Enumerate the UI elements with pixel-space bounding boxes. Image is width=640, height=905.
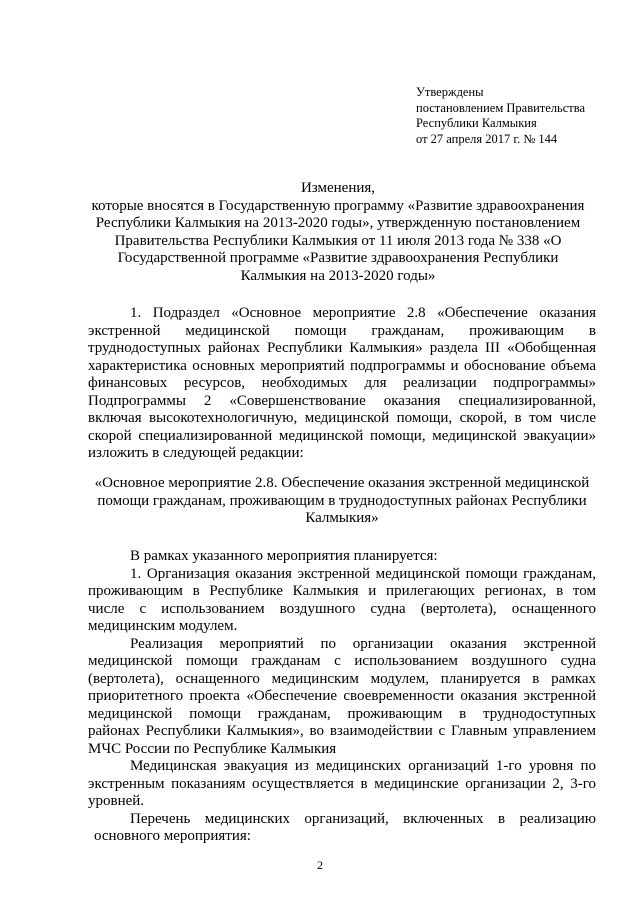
text-line: приоритетного проекта «Обеспечение своевременности оказания экстренной	[88, 688, 596, 704]
paragraph-1	[88, 305, 596, 463]
title-line: Республики Калмыкия на 2013-2020 годы», утвержденную постановлением	[95, 215, 581, 231]
text-line: уровней.	[88, 793, 145, 809]
text-line: Перечень медицинских организаций, включенных в реализацию	[130, 810, 596, 827]
approval-line: от 27 апреля 2017 г. № 144	[416, 131, 558, 146]
approval-line: постановлением Правительства	[416, 100, 586, 115]
text-line: экстренным показаниям осуществляется в медицинские организации 2, 3-го	[88, 775, 596, 792]
text-line: труднодоступных районах Республики Калмыкия» раздела III «Обобщенная	[88, 340, 596, 356]
text-line: (вертолета), оснащенного медицинским модулем, планируется в рамках	[88, 670, 596, 687]
text-line: В рамках указанного мероприятия планируется:	[130, 548, 438, 564]
text-line: характеристика основных мероприятий подпрограммы и обоснование объема	[88, 357, 596, 374]
paragraph-2	[88, 548, 596, 846]
approval-line: Утверждены	[416, 85, 484, 99]
text-line: 1. Подраздел «Основное мероприятие 2.8 «Обеспечение оказания	[130, 305, 596, 321]
title-line: Государственной программе «Развитие здравоохранения Республики	[117, 250, 559, 266]
text-line: медицинским модулем.	[88, 618, 238, 634]
quoted-heading	[88, 475, 596, 528]
quote-line: «Основное мероприятие 2.8. Обеспечение оказания экстренной медицинской	[94, 475, 590, 491]
text-line: 1. Организация оказания экстренной медицинской помощи гражданам,	[130, 565, 596, 582]
text-line: основного мероприятия:	[94, 828, 251, 844]
text-line: изложить в следующей редакции:	[88, 445, 304, 461]
text-line: МЧС России по Республике Калмыкия	[88, 740, 337, 757]
text-line: медицинской помощи гражданам с использованием воздушного судна	[88, 653, 596, 669]
text-line: Реализация мероприятий по организации оказания экстренной	[130, 635, 596, 652]
page-number: 2	[317, 858, 323, 872]
text-line: медицинской помощи гражданам, проживающим в труднодоступных	[88, 705, 596, 722]
title-line: которые вносятся в Государственную программу «Развитие здравоохранения	[91, 197, 585, 214]
text-line: числе с использованием воздушного судна (вертолета), оснащенного	[88, 600, 596, 617]
text-line: Медицинская эвакуация из медицинских организаций 1-го уровня по	[130, 758, 596, 774]
text-line: скорой специализированной медицинской помощи, медицинской эвакуации»	[88, 427, 596, 444]
text-line: Подпрограммы 2 «Совершенствование оказания специализированной,	[88, 392, 596, 409]
text-line: проживающим в Республике Калмыкия и прилегающих регионах, в том	[88, 583, 596, 599]
quote-line: Калмыкия»	[305, 510, 379, 526]
title-line: Правительства Республики Калмыкия от 11 июля 2013 года № 338 «О	[114, 232, 562, 249]
quote-line: помощи гражданам, проживающим в труднодоступных районах Республики	[97, 492, 587, 509]
text-line: финансовых ресурсов, необходимых для реализации подпрограммы»	[88, 375, 596, 391]
text-line: экстренной медицинской помощи гражданам, проживающим в	[88, 322, 596, 339]
title-line: Калмыкия на 2013-2020 годы»	[240, 267, 436, 284]
approval-line: Республики Калмыкия	[416, 116, 537, 130]
approval-stamp	[416, 85, 585, 147]
text-line: районах Республики Калмыкия», во взаимодействии с Главным управлением	[88, 723, 596, 739]
document-title	[78, 180, 598, 285]
text-line: включая высокотехнологичную, медицинской помощи, скорой, в том числе	[88, 410, 596, 426]
title-line: Изменения,	[300, 180, 376, 196]
